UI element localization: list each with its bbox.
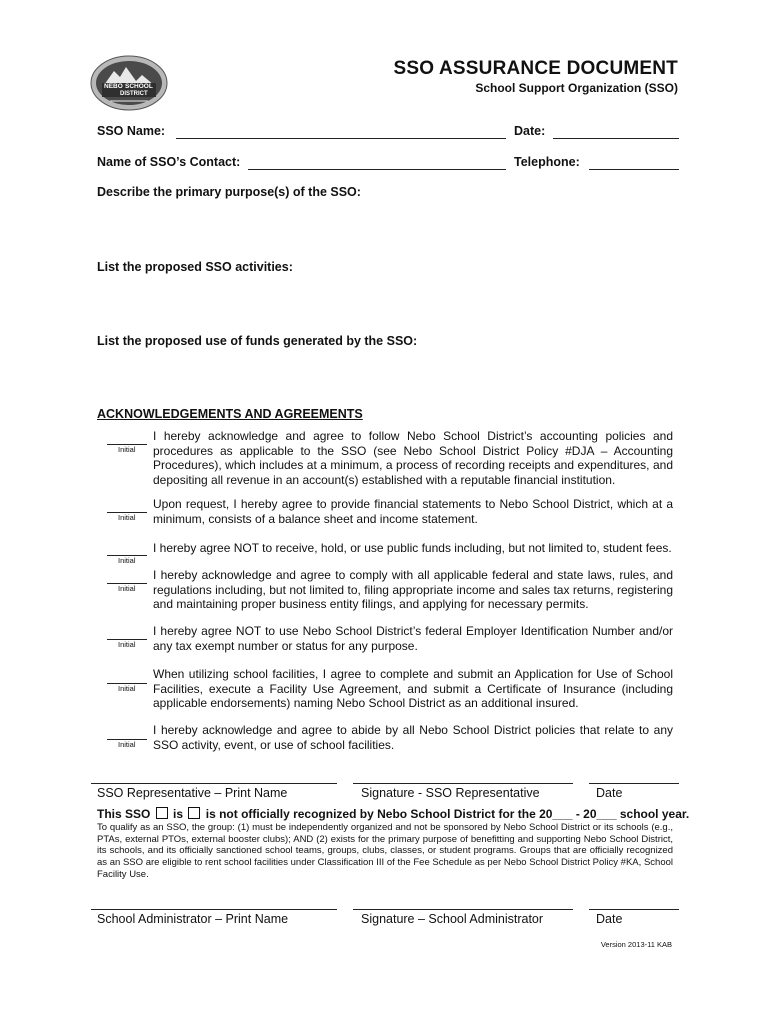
- ack-item: When utilizing school facilities, I agree to complete and submit an Application for Use of School Facilities, execute a Facility Use Agreement, and submit a Certificate of Insurance (including applicable endorsements) naming Nebo School District as an additional insured.: [153, 667, 673, 710]
- ack-item: Upon request, I hereby agree to provide financial statements to Nebo School District, which at a minimum, consists of a balance sheet and income statement.: [153, 497, 673, 526]
- ack-item: I hereby agree NOT to use Nebo School District’s federal Employer Identification Number and/or any tax exempt number or status for any purpose.: [153, 624, 673, 653]
- ack-item: I hereby acknowledge and agree to comply with all applicable federal and state laws, rules, and regulations including, but not limited to, filing appropriate income and sales tax returns, registering and maintaining proper business entity filings, and applying for necessary permits.: [153, 568, 673, 611]
- initial-field[interactable]: [107, 502, 147, 513]
- initial-field[interactable]: [107, 729, 147, 740]
- is-recognized-checkbox[interactable]: [156, 807, 168, 819]
- initial-label: Initial: [118, 556, 136, 565]
- initial-label: Initial: [118, 740, 136, 749]
- funds-label: List the proposed use of funds generated by the SSO:: [97, 334, 418, 348]
- admin-print-name-field[interactable]: [91, 909, 337, 910]
- activities-label: List the proposed SSO activities:: [97, 260, 293, 274]
- document-title: SSO ASSURANCE DOCUMENT: [393, 58, 678, 79]
- status-text-this-sso: This SSO: [97, 807, 151, 821]
- initial-label: Initial: [118, 640, 136, 649]
- ack-item: I hereby acknowledge and agree to abide by all Nebo School District policies that relate to any SSO activity, event, or use of school facilities.: [153, 723, 673, 752]
- admin-print-name-label: School Administrator – Print Name: [97, 912, 289, 926]
- admin-signature-field[interactable]: [353, 909, 573, 910]
- date-label: Date:: [514, 124, 546, 138]
- initial-field[interactable]: [107, 673, 147, 684]
- initial-label: Initial: [118, 513, 136, 522]
- status-text-is: is: [173, 807, 184, 821]
- acknowledgements-title: ACKNOWLEDGEMENTS AND AGREEMENTS: [97, 407, 363, 421]
- sso-name-field[interactable]: [176, 124, 506, 139]
- logo-text-nebo: NEBO: [104, 83, 123, 90]
- district-logo: [90, 55, 168, 111]
- rep-date-label: Date: [596, 786, 623, 800]
- initial-field[interactable]: [107, 573, 147, 584]
- rep-signature-label: Signature - SSO Representative: [361, 786, 540, 800]
- initial-label: Initial: [118, 684, 136, 693]
- contact-label: Name of SSO’s Contact:: [97, 155, 241, 169]
- admin-signature-label: Signature – School Administrator: [361, 912, 544, 926]
- sso-name-label: SSO Name:: [97, 124, 166, 138]
- qualification-text: To qualify as an SSO, the group: (1) must be independently organized and not be sponsored by Nebo School District or its schools (e.g., PTAs, external PTOs, external booster clubs); AND (2) exists for the primary purpose of benefitting and supporting Nebo School District, its schools, and its officially sanctioned school teams, groups, clubs, classes, or student programs. Groups that are officially recognized as an SSO are eligible to rent school facilities under Classification III of the Fee Schedule as per Nebo School District Policy #KA, School Facility Use.: [97, 822, 673, 880]
- admin-date-label: Date: [596, 912, 623, 926]
- rep-signature-field[interactable]: [353, 783, 573, 784]
- logo-text-school: SCHOOL: [125, 83, 153, 90]
- date-field[interactable]: [553, 124, 679, 139]
- version-label: Version 2013-11 KAB: [600, 940, 672, 949]
- ack-item: I hereby acknowledge and agree to follow Nebo School District’s accounting policies and procedures as applicable to the SSO (see Nebo School District Policy #DJA – Accounting Procedures), which includes at a minimum, a process of recording receipts and expenditures, and depositing all revenue in an account(s) established with a reputable financial institution.: [153, 429, 673, 487]
- telephone-label: Telephone:: [514, 155, 580, 169]
- purpose-label: Describe the primary purpose(s) of the SSO:: [97, 185, 361, 199]
- initial-field[interactable]: [107, 545, 147, 556]
- telephone-field[interactable]: [589, 155, 679, 170]
- is-not-recognized-checkbox[interactable]: [188, 807, 200, 819]
- document-subtitle: School Support Organization (SSO): [475, 81, 678, 95]
- initial-label: Initial: [118, 584, 136, 593]
- rep-print-name-field[interactable]: [91, 783, 337, 784]
- rep-print-name-label: SSO Representative – Print Name: [97, 786, 288, 800]
- rep-date-field[interactable]: [589, 783, 679, 784]
- status-text-rest: is not officially recognized by Nebo School District for the 20___ - 20___ school year.: [205, 807, 690, 821]
- recognition-status: [97, 807, 689, 821]
- ack-item: I hereby agree NOT to receive, hold, or use public funds including, but not limited to, student fees.: [153, 541, 672, 555]
- initial-field[interactable]: [107, 434, 147, 445]
- admin-date-field[interactable]: [589, 909, 679, 910]
- initial-label: Initial: [118, 445, 136, 454]
- contact-field[interactable]: [248, 155, 506, 170]
- initial-field[interactable]: [107, 629, 147, 640]
- logo-text-district: DISTRICT: [120, 91, 148, 97]
